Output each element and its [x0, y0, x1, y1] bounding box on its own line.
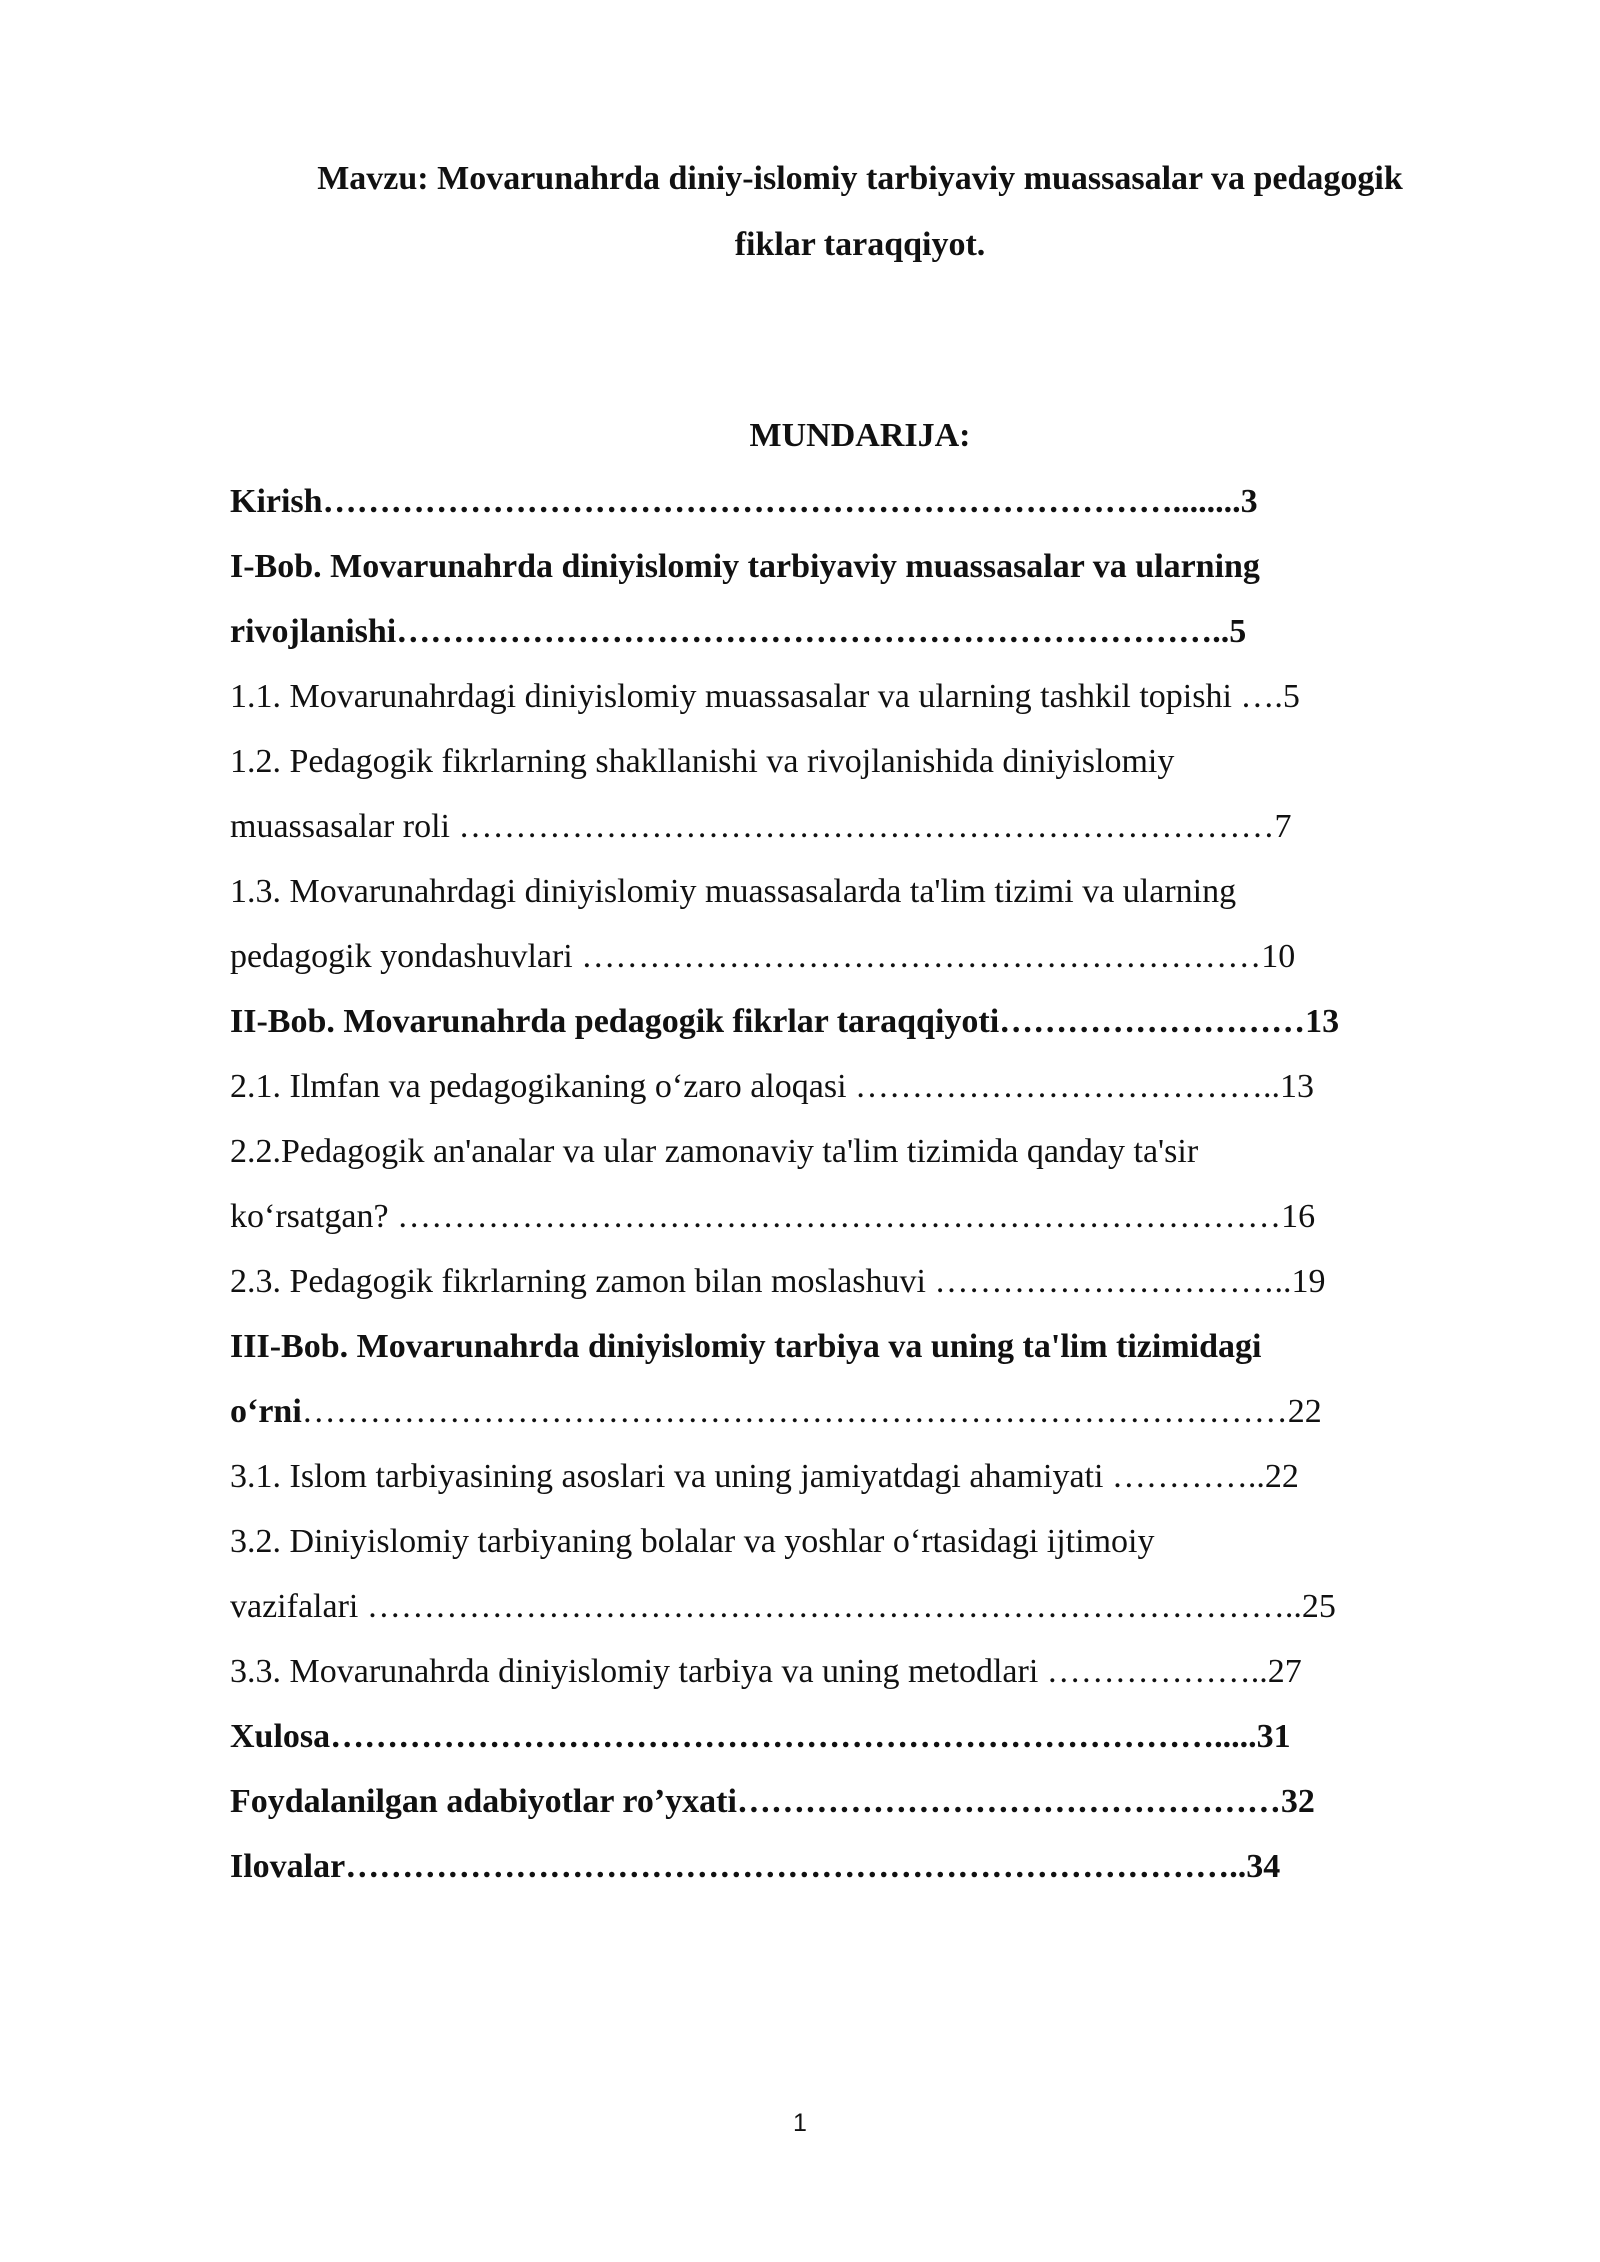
toc-line	[230, 989, 1500, 1054]
toc-line-text: rivojlanishi………………………………………………………………..5	[230, 613, 1247, 650]
toc-line-text: III-Bob. Movarunahrda diniyislomiy tarbiya va uning ta'lim tizimidagi	[230, 1328, 1262, 1365]
title-line-2: fiklar taraqqiyot.	[734, 226, 986, 263]
toc-line-text: 1.3. Movarunahrdagi diniyislomiy muassasalarda ta'lim tizimi va ularning	[230, 873, 1237, 910]
toc-line-text: Kirish…………………………………………………………………........3	[230, 483, 1258, 520]
toc-line	[230, 1639, 1500, 1704]
toc-line	[230, 729, 1500, 794]
toc-line-text: 2.3. Pedagogik fikrlarning zamon bilan moslashuvi …………………………..19	[230, 1263, 1326, 1300]
toc-line-text: 3.2. Diniyislomiy tarbiyaning bolalar va yoshlar oʻrtasidagi ijtimoiy	[230, 1523, 1155, 1560]
toc-line-text: 2.1. Ilmfan va pedagogikaning oʻzaro aloqasi ………………………………..13	[230, 1068, 1315, 1105]
toc-line-text: 1.1. Movarunahrdagi diniyislomiy muassasalar va ularning tashkil topishi ….5	[230, 678, 1300, 715]
toc-line-text: oʻrni	[230, 1393, 302, 1430]
toc-line-leader: ……………………………………………………………………………22	[301, 1393, 1322, 1430]
toc-line	[230, 1704, 1500, 1769]
toc-line	[230, 1444, 1500, 1509]
toc-line	[230, 859, 1500, 924]
toc-line	[230, 1054, 1500, 1119]
toc-line	[230, 794, 1500, 859]
toc-line	[230, 1184, 1500, 1249]
document-title	[230, 146, 1490, 278]
toc-line	[230, 1509, 1500, 1574]
toc-line-text: II-Bob. Movarunahrda pedagogik fikrlar taraqqiyoti………………………13	[230, 1003, 1340, 1040]
toc-line-text: 2.2.Pedagogik an'analar va ular zamonaviy ta'lim tizimida qanday ta'sir	[230, 1133, 1199, 1170]
toc-line	[230, 1834, 1500, 1899]
toc-line-text: muassasalar roli ………………………………………………………………7	[230, 808, 1292, 845]
toc-line	[230, 1249, 1500, 1314]
toc-line-text: koʻrsatgan? ……………………………………………………………………16	[230, 1198, 1316, 1235]
toc-line	[230, 1314, 1500, 1379]
toc-line	[230, 1379, 1500, 1444]
toc-line	[230, 534, 1500, 599]
toc-line	[230, 664, 1500, 729]
page-number: 1	[793, 2109, 807, 2137]
toc-line-text: pedagogik yondashuvlari ……………………………………………………10	[230, 938, 1296, 975]
toc-line-text: Foydalanilgan adabiyotlar ro’yxati…………………………………………32	[230, 1783, 1315, 1820]
toc-line	[230, 1119, 1500, 1184]
toc-line	[230, 469, 1500, 534]
toc-line-text: I-Bob. Movarunahrda diniyislomiy tarbiyaviy muassasalar va ularning	[230, 548, 1260, 585]
toc-line-text: 3.1. Islom tarbiyasining asoslari va uning jamiyatdagi ahamiyati …………..22	[230, 1458, 1299, 1495]
title-line-1: Mavzu: Movarunahrda diniy-islomiy tarbiyaviy muassasalar va pedagogik	[317, 160, 1403, 197]
table-of-contents	[230, 469, 1500, 1899]
toc-line-text: vazifalari ………………………………………………………………………..25	[230, 1588, 1336, 1625]
toc-heading: MUNDARIJA:	[749, 417, 971, 454]
toc-line-text: Xulosa…………………………………………………………………….....31	[230, 1718, 1291, 1755]
toc-line	[230, 599, 1500, 664]
toc-line-text: 1.2. Pedagogik fikrlarning shakllanishi va rivojlanishida diniyislomiy	[230, 743, 1175, 780]
toc-line	[230, 1574, 1500, 1639]
toc-line-text: 3.3. Movarunahrda diniyislomiy tarbiya va uning metodlari ………………..27	[230, 1653, 1302, 1690]
toc-line	[230, 1769, 1500, 1834]
toc-line-text: Ilovalar……………………………………………………………………..34	[230, 1848, 1281, 1885]
toc-line	[230, 924, 1500, 989]
